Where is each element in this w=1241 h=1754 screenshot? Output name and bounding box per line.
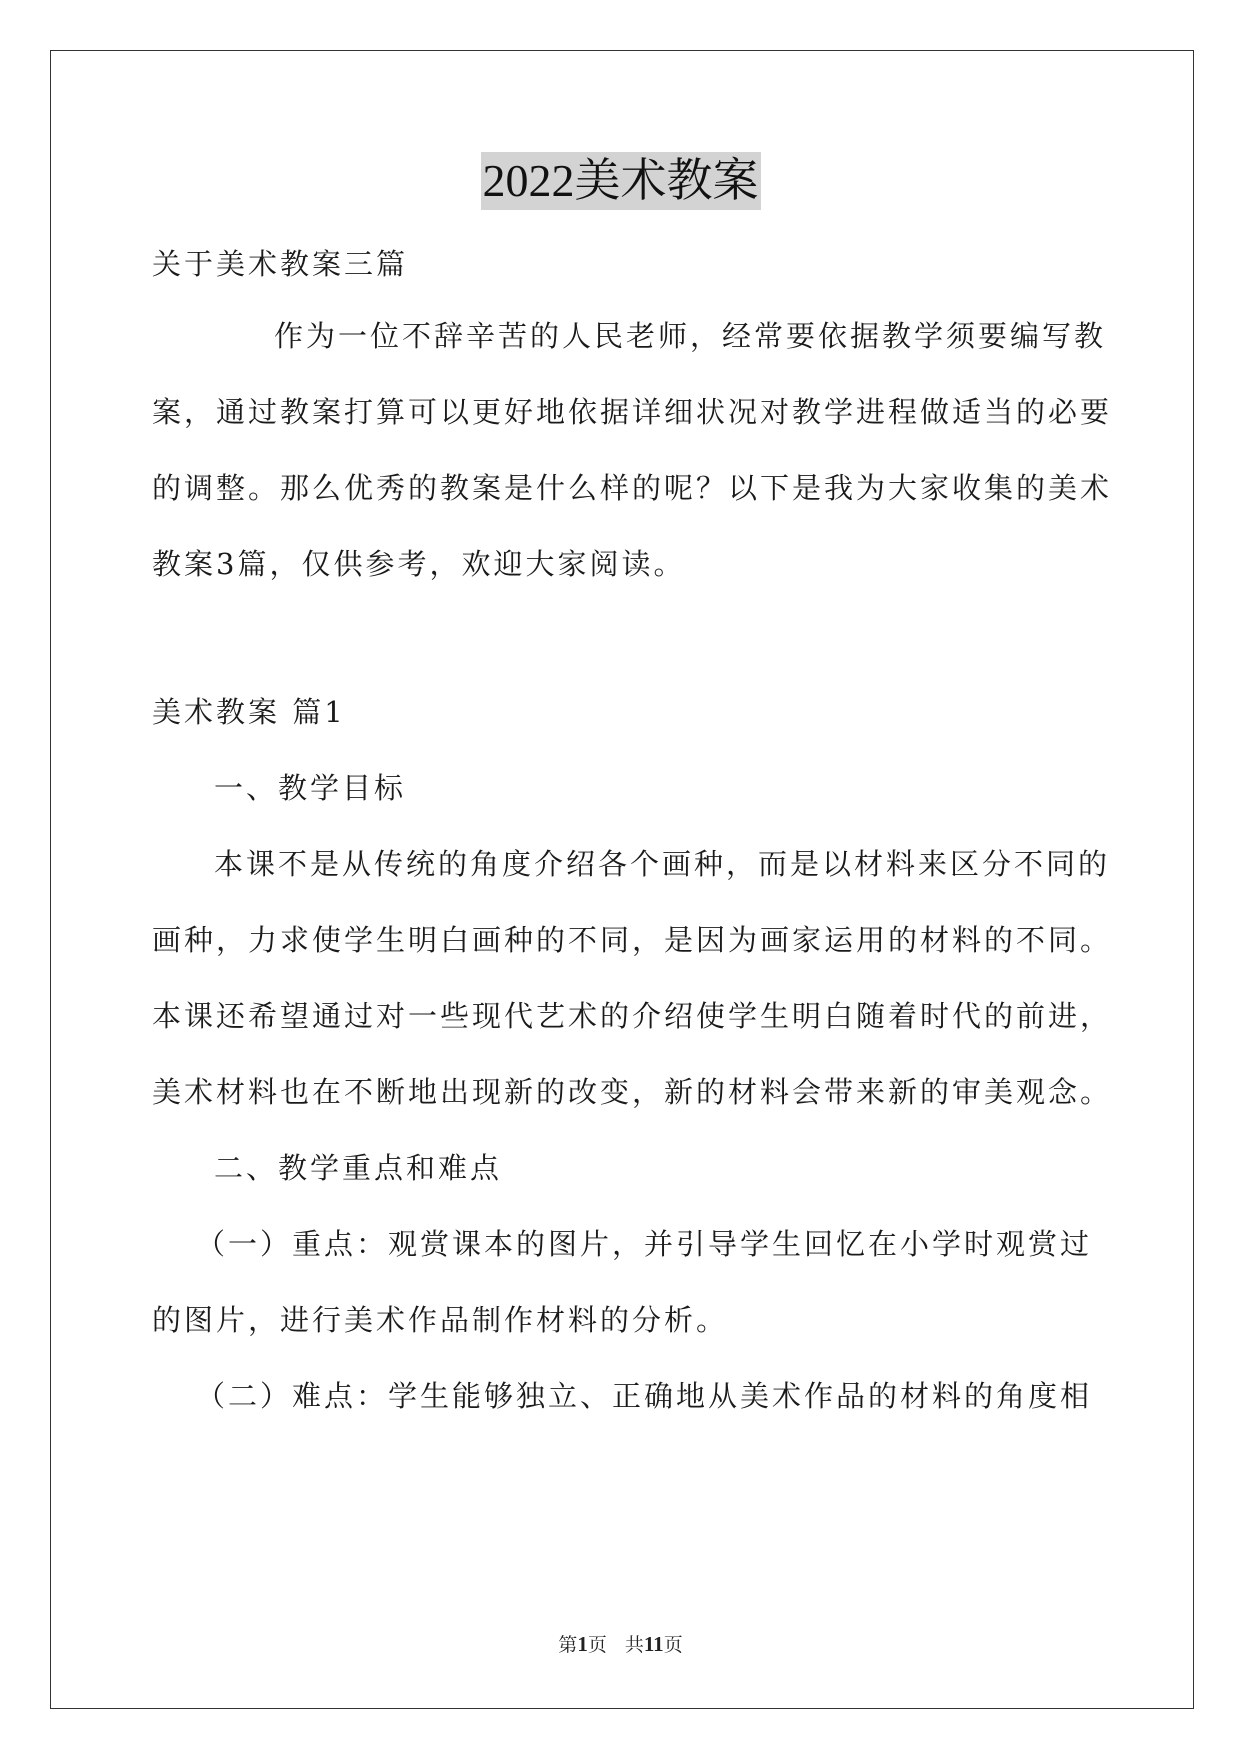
goal-heading: 一、教学目标: [214, 771, 407, 805]
title-container: [0, 152, 1241, 210]
goal-paragraph-line-2: 画种，力求使学生明白画种的不同，是因为画家运用的材料的不同。: [152, 923, 1113, 957]
key-point-line-2: 的图片，进行美术作品制作材料的分析。: [152, 1303, 729, 1337]
document-title: 2022美术教案: [481, 152, 761, 210]
key-point-line-1: （一）重点：观赏课本的图片，并引导学生回忆在小学时观赏过: [196, 1227, 1093, 1261]
key-points-heading: 二、教学重点和难点: [214, 1151, 503, 1185]
intro-paragraph-line-1: 作为一位不辞辛苦的人民老师，经常要依据教学须要编写教: [274, 319, 1107, 353]
total-prefix: 共: [624, 1635, 644, 1656]
total-pages: 11: [643, 1632, 664, 1656]
page-suffix: 页: [587, 1635, 607, 1656]
difficulty-line-1: （二）难点：学生能够独立、正确地从美术作品的材料的角度相: [196, 1379, 1093, 1413]
page-prefix: 第: [558, 1635, 578, 1656]
intro-paragraph-line-4: 教案3篇，仅供参考，欢迎大家阅读。: [152, 547, 686, 581]
intro-paragraph-line-2: 案，通过教案打算可以更好地依据详细状况对教学进程做适当的必要: [152, 395, 1113, 429]
intro-paragraph-line-3: 的调整。那么优秀的教案是什么样的呢？以下是我为大家收集的美术: [152, 471, 1113, 505]
page-footer: [0, 1630, 1241, 1657]
goal-paragraph-line-1: 本课不是从传统的角度介绍各个画种，而是以材料来区分不同的: [214, 847, 1111, 881]
goal-paragraph-line-3: 本课还希望通过对一些现代艺术的介绍使学生明白随着时代的前进，: [152, 999, 1113, 1033]
section-heading: 美术教案 篇1: [152, 695, 346, 729]
total-suffix: 页: [663, 1635, 683, 1656]
page-number: 1: [577, 1632, 588, 1656]
goal-paragraph-line-4: 美术材料也在不断地出现新的改变，新的材料会带来新的审美观念。: [152, 1075, 1113, 1109]
document-subtitle: 关于美术教案三篇: [152, 247, 409, 281]
